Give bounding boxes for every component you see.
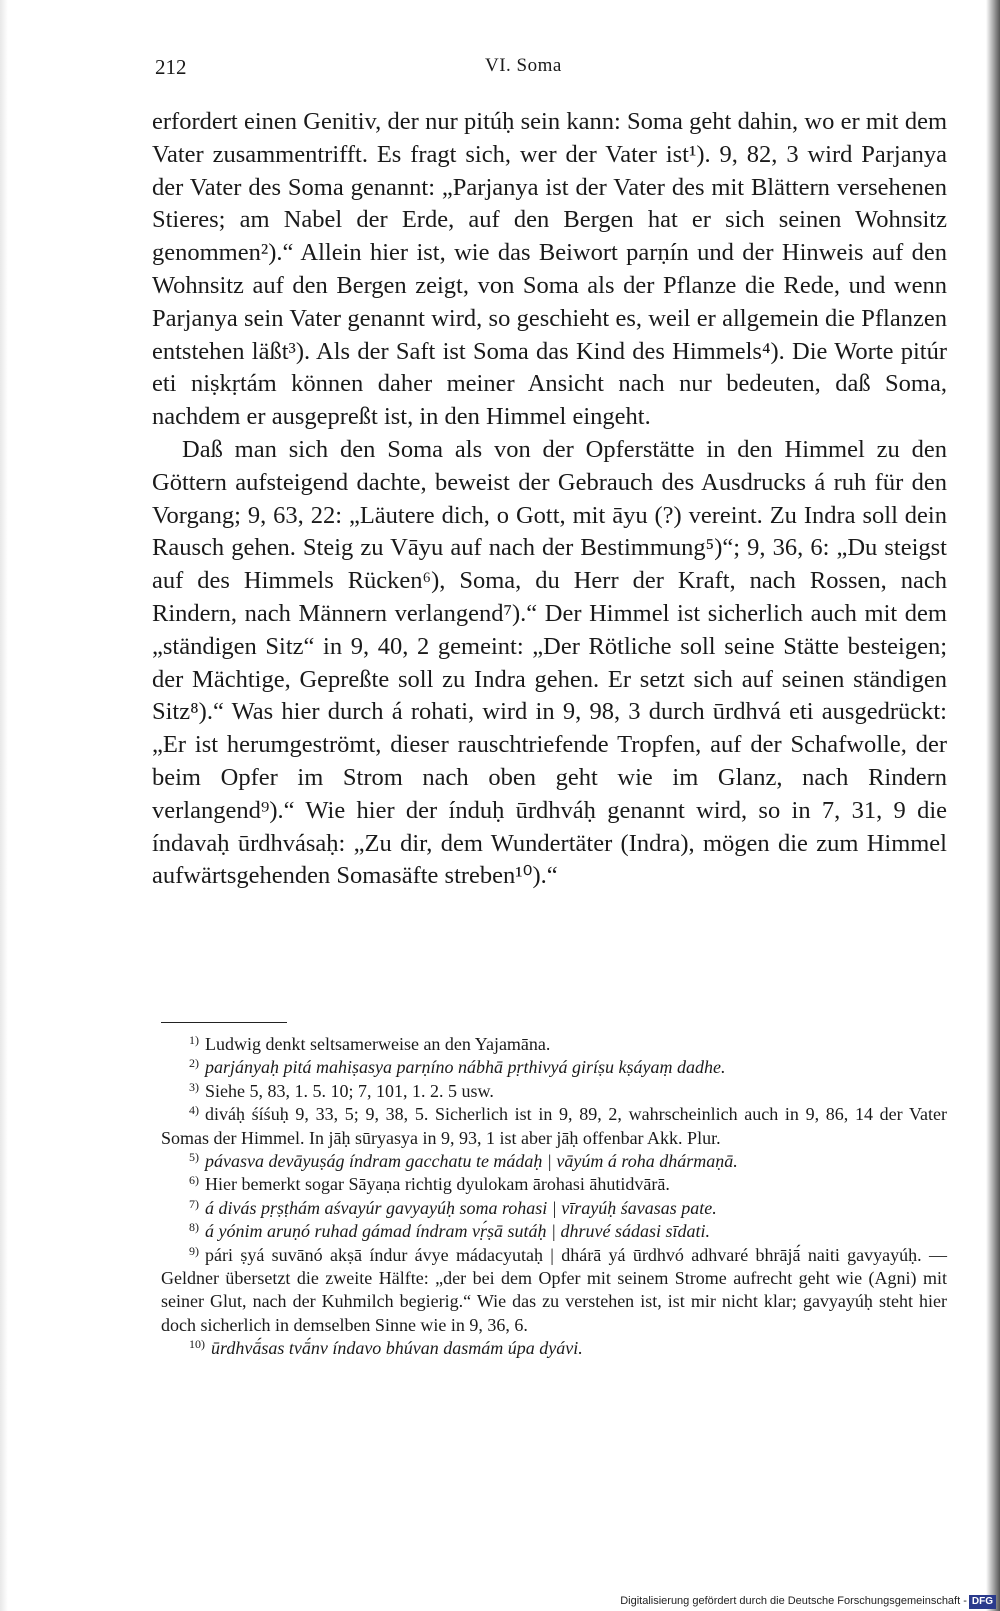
footnote-mark: 6) <box>189 1173 199 1188</box>
footnote-text: Ludwig denkt seltsamerweise an den Yajamāna. <box>205 1034 551 1054</box>
digitization-credit <box>580 1591 1000 1611</box>
page-number: 212 <box>155 55 187 79</box>
footnote-mark: 7) <box>189 1196 199 1211</box>
page-left-edge <box>0 0 8 1611</box>
paragraph-2: Daß man sich den Soma als von der Opferstätte in den Himmel zu den Göttern aufsteigend dachte, beweist der Gebrauch des Ausdrucks á ruh für den Vorgang; 9, 63, 22: „Läutere dich, o Gott, mit āyu (?) vereint. Zu Indra soll dein Rausch gehen. Steig zu Vāyu auf nach der Bestimmung⁵)“; 9, 36, 6: „Du steigst auf des Himmels Rücken⁶), Soma, du Herr der Kraft, nach Rossen, nach Rindern, nach Männern verlangend⁷).“ Der Himmel ist sicherlich auch mit dem „ständigen Sitz“ in 9, 40, 2 gemeint: „Der Rötliche soll seine Stätte besteigen; der Mächtige, Gepreßte soll zu Indra gehen. Er setzt sich auf seinen ständigen Sitz⁸).“ Was hier durch á rohati, wird in 9, 98, 3 durch ūrdhvá eti ausgedrückt: „Er ist herumgeströmt, dieser rauschtriefende Tropfen, auf der Schafwolle, der beim Opfer im Strom nach oben geht wie im Glanz, nach Rindern verlangend⁹).“ Wie hier der índuḥ ūrdhváḥ genannt wird, so in 7, 31, 9 die índavaḥ ūrdhvásaḥ: „Zu dir, dem Wundertäter (Indra), mögen die zum Himmel aufwärtsgehenden Somasäfte streben¹⁰).“ <box>152 435 947 890</box>
footnote <box>161 1173 947 1196</box>
credit-text: Digitalisierung gefördert durch die Deutsche Forschungsgemeinschaft - <box>620 1595 967 1607</box>
footnote-mark: 4) <box>189 1103 199 1118</box>
footnote-mark: 8) <box>189 1220 199 1235</box>
footnote-text: ūrdhvā́sas tvā́nv índavo bhúvan dasmám úpa dyávi. <box>211 1338 583 1359</box>
footnote-text: Siehe 5, 83, 1. 5. 10; 7, 101, 1. 2. 5 usw. <box>205 1080 494 1101</box>
footnote-text: Hier bemerkt sogar Sāyaṇa richtig dyulokam ārohasi āhutidvārā. <box>205 1174 670 1195</box>
footnote <box>161 1033 947 1056</box>
footnote-mark: 5) <box>189 1150 199 1165</box>
footnotes <box>161 1033 947 1361</box>
footnote-text: pári ṣyá suvānó akṣā índur ávye mádacyutaḥ | dhárā yá ūrdhvó adhvaré bhrājā́ naiti gavyayúḥ. — Geldner übersetzt die zweite Hälfte: „der bei dem Opfer mit seinem Strome aufrecht geht wie (Agni) mit seiner Glut, nach der Kuhmilch begierig.“ Wie das zu verstehen ist, ist mir nicht klar; gavyayúḥ steht hier doch sicherlich in demselben Sinne wie in 9, 36, 6. <box>161 1244 947 1335</box>
footnote-mark: 9) <box>189 1243 199 1258</box>
footnote-mark: 10) <box>189 1337 205 1352</box>
footnote-text: parjányaḥ pitá mahiṣasya parṇíno nábhā pṛthivyá giríṣu kṣáyaṃ dadhe. <box>205 1057 726 1078</box>
running-title: VI. Soma <box>485 55 562 76</box>
footnote <box>161 1337 947 1360</box>
footnote-mark: 1) <box>189 1033 199 1047</box>
footnote <box>161 1197 947 1220</box>
footnote-text: á divás pṛṣṭhám aśvayúr gavyayúḥ soma rohasi | vīrayúḥ śavasas pate. <box>205 1197 717 1218</box>
footnote-text: pávasva devāyuṣág índram gacchatu te mádaḥ | vāyúm á roha dhármaṇā. <box>205 1151 738 1172</box>
footnote-mark: 2) <box>189 1056 199 1071</box>
footnote-separator <box>161 1022 287 1023</box>
footnote <box>161 1103 947 1150</box>
footnote-mark: 3) <box>189 1079 199 1094</box>
footnote <box>161 1220 947 1243</box>
footnote <box>161 1056 947 1079</box>
main-text <box>152 106 947 893</box>
footnote <box>161 1080 947 1103</box>
page-right-edge-shadow <box>986 0 1000 1611</box>
paragraph-1: erfordert einen Genitiv, der nur pitúḥ sein kann: Soma geht dahin, wo er mit dem Vater zusammentrifft. Es fragt sich, wer der Vater ist¹). 9, 82, 3 wird Parjanya der Vater des Soma genannt: „Parjanya ist der Vater des mit Blättern versehenen Stieres; am Nabel der Erde, auf den Bergen hat er sich seinen Wohnsitz genommen²).“ Allein hier ist, wie das Beiwort parṇín und der Hinweis auf den Wohnsitz auf den Bergen zeigt, von Soma als der Pflanze die Rede, und wenn Parjanya sein Vater genannt wird, so geschieht es, weil er allgemein die Pflanzen entstehen läßt³). Als der Saft ist Soma das Kind des Himmels⁴). Die Worte pitúr eti niṣkṛtám können daher meiner Ansicht nach nur bedeuten, daß Soma, nachdem er ausgepreßt ist, in den Himmel eingeht. <box>152 108 947 431</box>
footnote-text: diváḥ śíśuḥ 9, 33, 5; 9, 38, 5. Sicherlich ist in 9, 89, 2, wahrscheinlich auch in 9, 86, 14 der Vater Somas der Himmel. In jāḥ sūryasya in 9, 93, 1 ist aber jāḥ offenbar Akk. Plur. <box>161 1104 947 1148</box>
footnote <box>161 1150 947 1173</box>
dfg-logo: DFG <box>969 1595 996 1609</box>
page-header <box>155 55 945 85</box>
footnote-text: á yónim aruṇó ruhad gámad índram vṛ́ṣā sutáḥ | dhruvé sádasi sīdati. <box>205 1221 710 1242</box>
footnote <box>161 1244 947 1338</box>
